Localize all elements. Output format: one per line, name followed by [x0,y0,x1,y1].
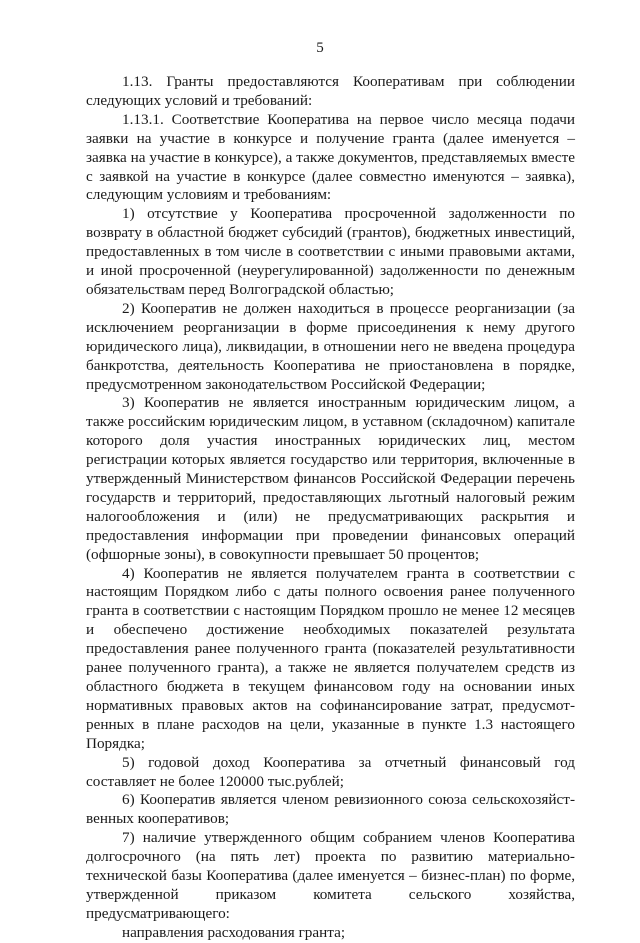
page-number: 5 [316,40,324,56]
paragraph-1-13-1: 1.13.1. Соответствие Кооператива на первое число месяца подачи заявки на участие в конкурсе и получение гранта (далее именуется – заявка на участие в конкурсе), а также документов, представляемых вместе с заявкой на участие в конкурсе (далее совместно именуются – заявка), следующим условиям и требованиям: [86,110,575,204]
paragraph-condition-5: 5) годовой доход Кооператива за отчетный финансовый год составляет не более 120000 тыс.рублей; [86,753,575,790]
document-body [86,73,575,943]
paragraph-condition-7: 7) наличие утвержденного общим собранием членов Кооператива долгосрочного (на пять лет) проекта по развитию материально-технической базы Кооператива (далее именуется – бизнес-план) по форме, утвержденной приказом комитета сельского хозяйства, предусматривающего: [86,829,575,922]
paragraph-condition-2: 2) Кооператив не должен находиться в процессе реорганизации (за исключением реорганизации в форме присоединения к нему другого юридического лица), ликвидации, в отношении него не введена процедура банкротства, деятельность Кооператива не приостановлена в порядке, предусмотренном законодательством Российской Федерации; [86,299,575,393]
paragraph-grant-directions: направления расходования гранта; [122,923,346,941]
paragraph-condition-3: 3) Кооператив не является иностранным юридическим лицом, а также российским юридическим лицом, в уставном (складочном) капитале которого доля участия иностранных юридических лиц, местом регистрации которых является государство или территория, включенные в утвержденный Министерством финансов Российской Федерации перечень государств и территорий, предоставляющих льготный налоговый режим налогообложения и (или) не предусматривающих раскрытия и предоставления информации при проведении финансовых операций (офшорные зоны), в совокупности превышает 50 процентов; [86,394,575,563]
paragraph-condition-4: 4) Кооператив не является получателем гранта в соответствии с настоящим Порядком либо с даты полного освоения ранее полученного гранта в соответствии с настоящим Порядком прошло не менее 12 месяцев и обеспечено достижение необходимых показателей результата предоставления ранее полученного гранта (показателей результативности ранее полученного гранта), а также не является получателем средств из областного бюджета в текущем финансовом году на основании иных нормативных правовых актов на софинансирование затрат, предусмотренных в плане расходов на цели, указанные в пункте 1.3 настоящего Порядка; [86,564,575,752]
paragraph-condition-1: 1) отсутствие у Кооператива просроченной задолженности по возврату в областной бюджет субсидий (грантов), бюджетных инвестиций, предоставленных в том числе в соответствии с иными правовыми актами, и иной просроченной (неурегулированной) задолженности по денежным обязательствам перед Волгоградской областью; [86,205,575,298]
paragraph-1-13: 1.13. Гранты предоставляются Кооперативам при соблюдении следующих условий и требований: [86,73,575,109]
paragraph-condition-6: 6) Кооператив является членом ревизионного союза сельскохозяйственных кооперативов; [86,791,575,828]
